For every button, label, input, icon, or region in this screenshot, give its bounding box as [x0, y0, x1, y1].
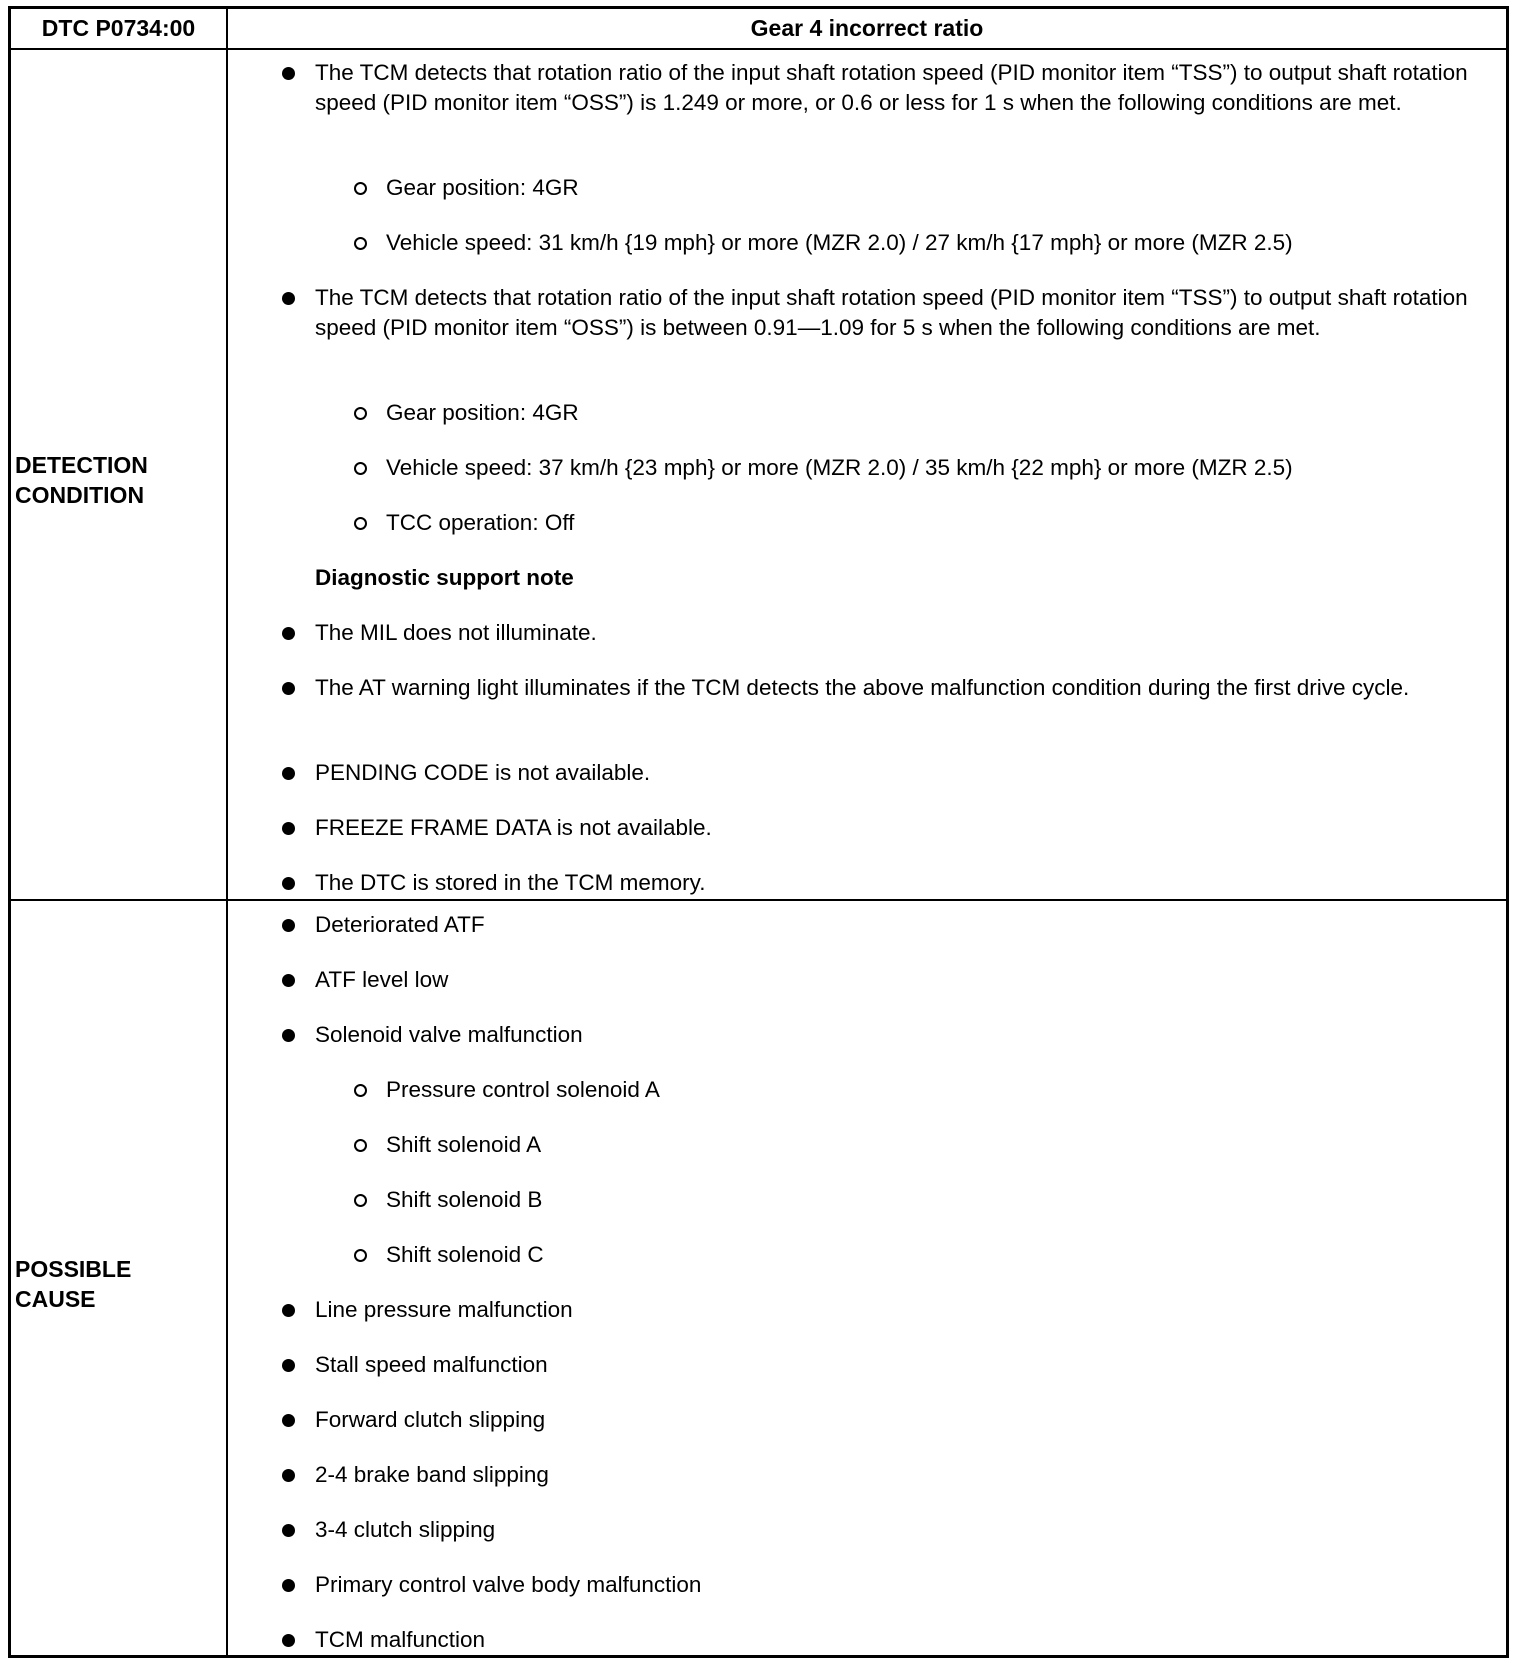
list-item-text: The AT warning light illuminates if the TCM detects the above malfunction condition during the first drive cycle.	[315, 675, 1410, 700]
list-item-text: Primary control valve body malfunction	[315, 1572, 702, 1597]
list-item-text: Shift solenoid A	[386, 1132, 542, 1157]
list-item	[386, 173, 1476, 203]
bullet-icon	[282, 682, 295, 695]
bullet-icon	[282, 822, 295, 835]
list-item-text: Vehicle speed: 37 km/h {23 mph} or more (MZR 2.0) / 35 km/h {22 mph} or more (MZR 2.5)	[386, 455, 1293, 480]
diagnostic-support-note-heading: Diagnostic support note	[315, 565, 574, 590]
list-item-text: The MIL does not illuminate.	[315, 620, 597, 645]
list-item-text: Line pressure malfunction	[315, 1297, 573, 1322]
list-item	[315, 1570, 1476, 1600]
hollow-bullet-icon	[354, 1139, 367, 1152]
bullet-icon	[282, 1634, 295, 1647]
list-item	[315, 58, 1476, 118]
list-item	[315, 813, 1476, 843]
dtc-table	[8, 6, 1509, 1658]
list-item	[386, 228, 1476, 258]
list-item-text: Gear position: 4GR	[386, 400, 579, 425]
bullet-icon	[282, 767, 295, 780]
list-item-text: Pressure control solenoid A	[386, 1077, 660, 1102]
list-item-text: ATF level low	[315, 967, 449, 992]
list-item	[315, 1405, 1476, 1435]
dtc-code: DTC P0734:00	[41, 15, 196, 41]
list-item	[315, 618, 1476, 648]
list-item-text: The DTC is stored in the TCM memory.	[315, 870, 706, 895]
list-item	[386, 1130, 1476, 1160]
bullet-icon	[282, 627, 295, 640]
bullet-icon	[282, 1469, 295, 1482]
list-item	[386, 1185, 1476, 1215]
list-item-text: Solenoid valve malfunction	[315, 1022, 583, 1047]
list-item	[315, 283, 1476, 343]
hollow-bullet-icon	[354, 237, 367, 250]
bullet-icon	[282, 1524, 295, 1537]
hollow-bullet-icon	[354, 1249, 367, 1262]
list-item-text: Deteriorated ATF	[315, 912, 485, 937]
column-divider	[226, 9, 228, 1655]
list-item	[315, 868, 1476, 898]
list-item	[386, 1075, 1476, 1105]
list-item	[315, 673, 1476, 703]
list-item	[315, 1625, 1476, 1655]
list-item-text: Stall speed malfunction	[315, 1352, 548, 1377]
hollow-bullet-icon	[354, 407, 367, 420]
hollow-bullet-icon	[354, 1084, 367, 1097]
list-item	[386, 453, 1476, 483]
header-divider	[11, 48, 1506, 50]
list-item-text: 2-4 brake band slipping	[315, 1462, 549, 1487]
list-item	[315, 1515, 1476, 1545]
list-item-text: TCM malfunction	[315, 1627, 486, 1652]
dtc-title: Gear 4 incorrect ratio	[750, 15, 984, 41]
list-item	[386, 1240, 1476, 1270]
list-item-text: FREEZE FRAME DATA is not available.	[315, 815, 712, 840]
hollow-bullet-icon	[354, 1194, 367, 1207]
list-item-text: Vehicle speed: 31 km/h {19 mph} or more (MZR 2.0) / 27 km/h {17 mph} or more (MZR 2.5)	[386, 230, 1293, 255]
bullet-icon	[282, 1359, 295, 1372]
bullet-icon	[282, 1304, 295, 1317]
bullet-icon	[282, 919, 295, 932]
list-item	[315, 965, 1476, 995]
list-item-text: The TCM detects that rotation ratio of the input shaft rotation speed (PID monitor item “TSS”) to output shaft rotation speed (PID monitor item “OSS”) is 1.249 or more, or 0.6 or less for 1 s when the following conditions are met.	[315, 60, 1468, 115]
row-divider	[11, 899, 1506, 901]
list-item	[386, 508, 1476, 538]
hollow-bullet-icon	[354, 517, 367, 530]
list-item	[315, 758, 1476, 788]
list-item	[315, 910, 1476, 940]
bullet-icon	[282, 1579, 295, 1592]
list-item-text: Shift solenoid C	[386, 1242, 544, 1267]
list-item-text: Gear position: 4GR	[386, 175, 579, 200]
list-item-text: Forward clutch slipping	[315, 1407, 546, 1432]
list-item-text: Shift solenoid B	[386, 1187, 543, 1212]
bullet-icon	[282, 877, 295, 890]
list-item	[315, 1295, 1476, 1325]
list-item	[315, 1460, 1476, 1490]
detection-condition-label: DETECTION CONDITION	[15, 452, 148, 508]
list-item	[386, 398, 1476, 428]
bullet-icon	[282, 974, 295, 987]
bullet-icon	[282, 292, 295, 305]
list-item-text: PENDING CODE is not available.	[315, 760, 651, 785]
hollow-bullet-icon	[354, 182, 367, 195]
list-item	[315, 1020, 1476, 1050]
bullet-icon	[282, 1414, 295, 1427]
list-item-text: 3-4 clutch slipping	[315, 1517, 496, 1542]
bullet-icon	[282, 1029, 295, 1042]
list-item-text: TCC operation: Off	[386, 510, 575, 535]
list-item-text: The TCM detects that rotation ratio of the input shaft rotation speed (PID monitor item “TSS”) to output shaft rotation speed (PID monitor item “OSS”) is between 0.91—1.09 for 5 s when the following conditions are met.	[315, 285, 1468, 340]
possible-cause-label: POSSIBLE CAUSE	[15, 1256, 132, 1312]
list-item	[315, 1350, 1476, 1380]
hollow-bullet-icon	[354, 462, 367, 475]
bullet-icon	[282, 67, 295, 80]
